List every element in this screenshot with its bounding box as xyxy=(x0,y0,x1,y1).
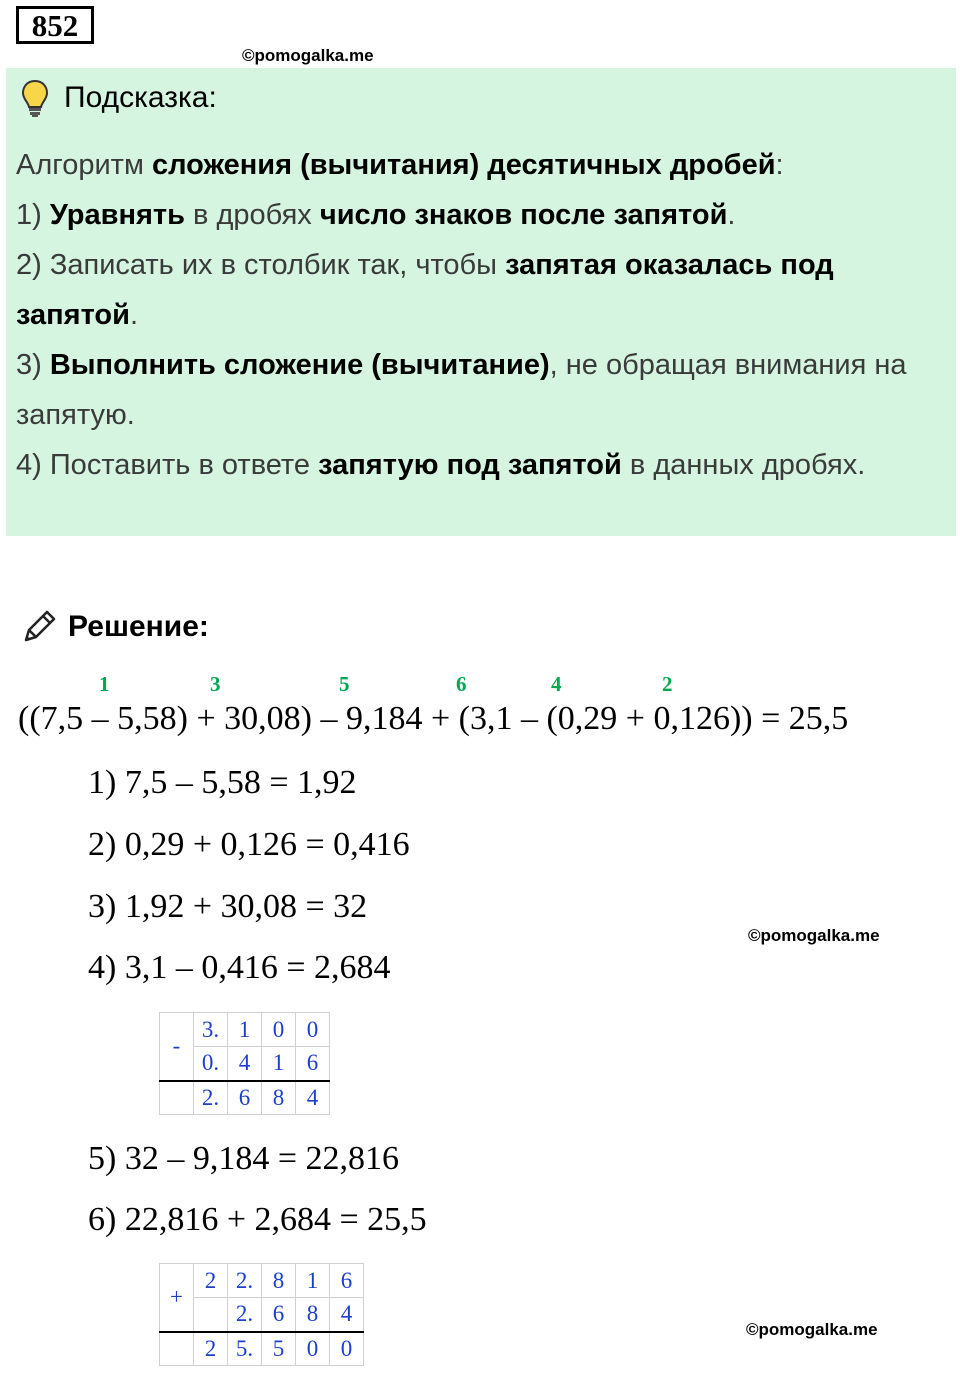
hint-line-2: 1) Уравнять в дробях число знаков после запятой. xyxy=(16,199,736,231)
result-cell: 0 xyxy=(330,1332,364,1366)
solution-step: 1) 7,5 – 5,58 = 1,92 xyxy=(88,764,357,801)
task-number: 852 xyxy=(16,6,94,44)
pencil-icon xyxy=(20,608,58,646)
operator-plus: + xyxy=(160,1264,194,1332)
operator-minus: - xyxy=(160,1013,194,1081)
digit-cell: 2 xyxy=(194,1264,228,1298)
digit-cell: 0 xyxy=(296,1013,330,1047)
result-cell: 4 xyxy=(296,1081,330,1115)
order-number: 3 xyxy=(210,672,221,696)
digit-cell: 8 xyxy=(262,1264,296,1298)
solution-step: 6) 22,816 + 2,684 = 25,5 xyxy=(88,1201,427,1238)
solution-step: 3) 1,92 + 30,08 = 32 xyxy=(88,888,368,925)
hint-line-5: 4) Поставить в ответе запятую под запятой в данных дробях. xyxy=(16,449,866,481)
solution-title-text: Решение: xyxy=(68,610,209,643)
result-cell: 0 xyxy=(296,1332,330,1366)
digit-cell: 3. xyxy=(194,1013,228,1047)
hint-line-4: 3) Выполнить сложение (вычитание), не обращая внимания на запятую. xyxy=(16,349,907,431)
solution-step: 2) 0,29 + 0,126 = 0,416 xyxy=(88,826,410,863)
solution-step: 4) 3,1 – 0,416 = 2,684 xyxy=(88,949,391,986)
hint-line-1: Алгоритм сложения (вычитания) десятичных дробей: xyxy=(16,149,784,181)
result-cell: 2 xyxy=(194,1332,228,1366)
watermark: ©pomogalka.me xyxy=(242,46,374,65)
digit-cell: 1 xyxy=(296,1264,330,1298)
solution-title xyxy=(20,604,209,650)
result-cell: 5 xyxy=(262,1332,296,1366)
order-number: 1 xyxy=(99,672,110,696)
digit-cell: 1 xyxy=(262,1047,296,1081)
hint-title-text: Подсказка: xyxy=(64,81,217,114)
watermark: ©pomogalka.me xyxy=(746,1320,878,1339)
lightbulb-icon xyxy=(20,78,50,118)
digit-cell: 6 xyxy=(262,1298,296,1332)
digit-cell: 2. xyxy=(228,1298,262,1332)
column-subtraction xyxy=(159,1012,330,1115)
digit-cell xyxy=(160,1081,194,1115)
digit-cell: 0. xyxy=(194,1047,228,1081)
result-cell: 5. xyxy=(228,1332,262,1366)
hint-text xyxy=(16,140,936,490)
digit-cell: 6 xyxy=(296,1047,330,1081)
digit-cell xyxy=(194,1298,228,1332)
main-expression: ((7,5 – 5,58) + 30,08) – 9,184 + (3,1 – (0,29 + 0,126)) = 25,5 xyxy=(18,700,849,737)
digit-cell: 8 xyxy=(296,1298,330,1332)
solution-step: 5) 32 – 9,184 = 22,816 xyxy=(88,1140,399,1177)
order-number: 2 xyxy=(662,672,673,696)
digit-cell: 6 xyxy=(330,1264,364,1298)
digit-cell: 4 xyxy=(330,1298,364,1332)
digit-cell: 4 xyxy=(228,1047,262,1081)
order-number: 5 xyxy=(339,672,350,696)
column-addition xyxy=(159,1263,364,1366)
result-cell: 8 xyxy=(262,1081,296,1115)
digit-cell: 2. xyxy=(228,1264,262,1298)
digit-cell: 1 xyxy=(228,1013,262,1047)
watermark: ©pomogalka.me xyxy=(748,926,880,945)
order-number: 6 xyxy=(456,672,467,696)
result-cell: 2. xyxy=(194,1081,228,1115)
hint-line-3: 2) Записать их в столбик так, чтобы запятая оказалась под запятой. xyxy=(16,249,834,331)
hint-title xyxy=(20,76,217,120)
result-cell: 6 xyxy=(228,1081,262,1115)
order-number: 4 xyxy=(551,672,562,696)
digit-cell: 0 xyxy=(262,1013,296,1047)
digit-cell xyxy=(160,1332,194,1366)
